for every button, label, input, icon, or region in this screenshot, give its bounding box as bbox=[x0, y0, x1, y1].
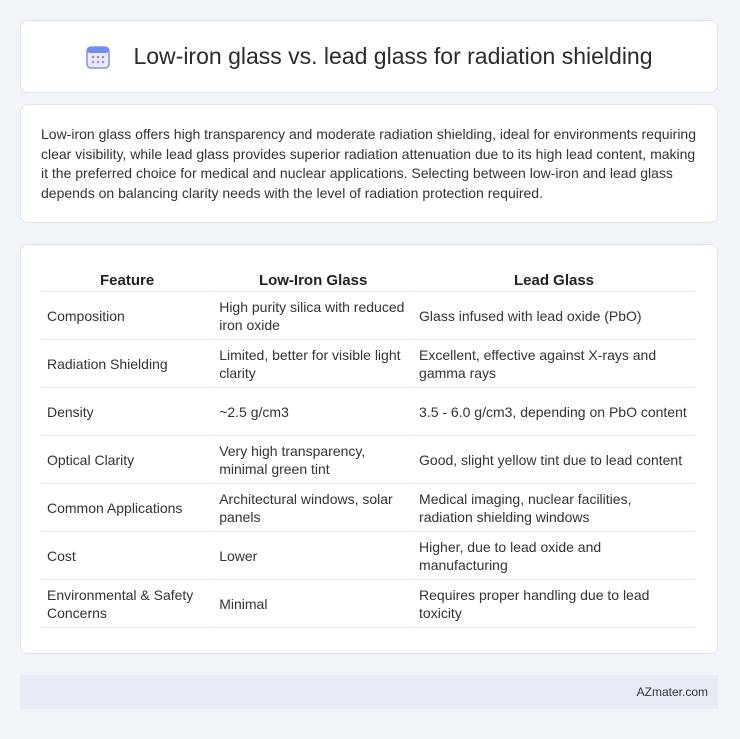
comparison-table-card bbox=[20, 244, 718, 654]
lead-glass-cell: Higher, due to lead oxide and manufacturing bbox=[414, 532, 694, 580]
page-title: Low-iron glass vs. lead glass for radiation shielding bbox=[133, 43, 653, 69]
lead-glass-cell: Good, slight yellow tint due to lead content bbox=[414, 436, 694, 484]
table-row bbox=[42, 580, 694, 628]
lead-glass-cell: 3.5 - 6.0 g/cm3, depending on PbO content bbox=[414, 388, 694, 436]
low-iron-cell: High purity silica with reduced iron oxide bbox=[214, 292, 412, 340]
header-low-iron-glass: Low-Iron Glass bbox=[214, 263, 412, 292]
header-feature: Feature bbox=[42, 263, 212, 292]
feature-cell: Cost bbox=[42, 532, 212, 580]
table-row bbox=[42, 292, 694, 340]
table-row bbox=[42, 532, 694, 580]
calendar-icon bbox=[85, 44, 111, 70]
table-row bbox=[42, 436, 694, 484]
footer bbox=[20, 675, 718, 709]
table-row bbox=[42, 340, 694, 388]
feature-cell: Composition bbox=[42, 292, 212, 340]
lead-glass-cell: Medical imaging, nuclear facilities, radiation shielding windows bbox=[414, 484, 694, 532]
low-iron-cell: Lower bbox=[214, 532, 412, 580]
feature-cell: Density bbox=[42, 388, 212, 436]
feature-cell: Optical Clarity bbox=[42, 436, 212, 484]
table-header-row bbox=[42, 263, 694, 292]
feature-cell: Common Applications bbox=[42, 484, 212, 532]
intro-card bbox=[20, 104, 718, 223]
feature-cell: Environmental & Safety Concerns bbox=[42, 580, 212, 628]
table-row bbox=[42, 388, 694, 436]
intro-text: Low-iron glass offers high transparency and moderate radiation shielding, ideal for environments requiring clear visibility, while lead glass provides superior radiation attenuation due to its high lead content, making it the preferred choice for medical and nuclear applications. Selecting between low-iron and lead glass depends on balancing clarity needs with the level of radiation protection required. bbox=[41, 126, 696, 201]
low-iron-cell: Architectural windows, solar panels bbox=[214, 484, 412, 532]
comparison-table bbox=[40, 263, 696, 628]
title-card bbox=[20, 20, 718, 93]
low-iron-cell: Minimal bbox=[214, 580, 412, 628]
low-iron-cell: Very high transparency, minimal green tint bbox=[214, 436, 412, 484]
feature-cell: Radiation Shielding bbox=[42, 340, 212, 388]
lead-glass-cell: Excellent, effective against X-rays and gamma rays bbox=[414, 340, 694, 388]
low-iron-cell: ~2.5 g/cm3 bbox=[214, 388, 412, 436]
lead-glass-cell: Requires proper handling due to lead toxicity bbox=[414, 580, 694, 628]
header-lead-glass: Lead Glass bbox=[414, 263, 694, 292]
lead-glass-cell: Glass infused with lead oxide (PbO) bbox=[414, 292, 694, 340]
footer-brand: AZmater.com bbox=[636, 685, 708, 699]
low-iron-cell: Limited, better for visible light clarity bbox=[214, 340, 412, 388]
table-row bbox=[42, 484, 694, 532]
